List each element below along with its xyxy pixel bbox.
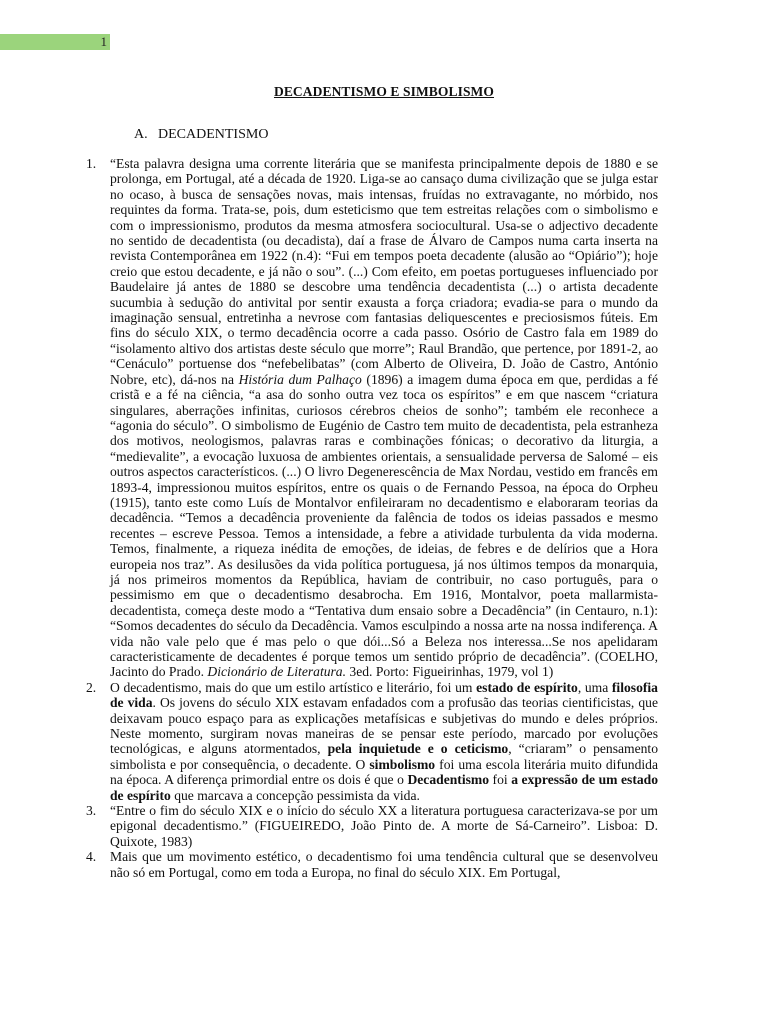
page-number-bar [0, 34, 110, 50]
emphasis-bold: simbolismo [369, 756, 436, 772]
item-text: “Esta palavra designa uma corrente literária que se manifesta principalmente depois de 1880 e se prolonga, em Portugal, até a década de 1920. Liga-se ao cansaço duma civilização que se julga estar no ocaso, à busca de sensações novas, mais intensas, fruídas no extravagante, no mórbido, nos requintes da forma. Trata-se, pois, dum esteticismo que tem estreitas relações com o simbolismo e com o impressionismo, produtos da mesma atmosfera sociocultural. Usa-se o adjectivo decadente no sentido de decadentista (ou decadista), daí a frase de Álvaro de Campos numa carta inserta na revista Contemporânea em 1922 (n.4): “Fui em tempos poeta decadente (alusão ao “Opiário”); hoje creio que estou decadente, e já não o sou”. (...) Com efeito, em poetas portugueses influenciado por Baudelaire já antes de 1880 se descobre uma tendência decadentista (...) o artista decadente sucumbia à sedução do antivital por sentir exausta a força criadora; evadia-se para o mundo da imaginação sensual, entretinha a nevrose com fantasias deliquescentes e preciosismos fúteis. Em fins do século XIX, o termo decadência ocorre a cada passo. Osório de Castro fala em 1989 do “isolamento altivo dos artistas deste século que morre”; Raul Brandão, que pertence, por 1891-2, ao “Cenáculo” portuense dos “nefebelibatas” (com Alberto de Oliveira, D. João de Castro, António Nobre, etc), dá-nos na [110, 156, 658, 387]
item-text: , “criaram” o pensamento simbolista e por consequência, o decadente. O [110, 741, 658, 772]
numbered-list [86, 156, 658, 880]
item-text: que marcava a concepção pessimista da vida. [170, 787, 420, 803]
emphasis-bold: a expressão de um estado de espírito [110, 772, 658, 803]
emphasis-bold: pela inquietude e o ceticismo [327, 741, 509, 757]
emphasis-bold: Decadentismo [407, 772, 490, 788]
item-text: foi uma escola literária muito difundida na época. A diferença primordial entre os dois é que o [110, 756, 658, 788]
list-item [86, 680, 658, 803]
item-number: 3. [86, 803, 97, 819]
section-heading [134, 127, 268, 143]
item-number: 1. [86, 156, 97, 171]
item-text: 3ed. Porto: Figueirinhas, 1979, vol 1) [346, 664, 554, 680]
item-text: foi [489, 772, 512, 788]
item-text: “Entre o fim do século XIX e o início do século XX a literatura portuguesa caracterizava-se por um epigonal decadentismo.” (FIGUEIREDO, João Pinto de. A morte de Sá-Carneiro”. Lisboa: D. Quixote, 1983) [110, 803, 658, 849]
item-text: . Os jovens do século XIX estavam enfadados com a profusão das teorias cientificistas, que deixavam pouco espaço para as explicações metafísicas e subjetivas do mundo e deles próprios. Neste momento, surgiram novas maneiras de se pensar este período, marcado por evoluções tecnológicas, e alguns atormentados, [110, 695, 658, 757]
emphasis-bold: estado de espírito [476, 679, 578, 695]
item-text: , uma [577, 679, 612, 695]
document-title: DECADENTISMO E SIMBOLISMO [273, 84, 495, 99]
item-number: 2. [86, 679, 97, 695]
book-title-italic: Dicionário de Literatura. [207, 664, 347, 680]
list-item [86, 849, 658, 880]
page-number: 1 [100, 34, 107, 49]
book-title-italic: História dum Palhaço [238, 371, 362, 387]
section-letter: A. [134, 127, 148, 142]
item-text: O decadentismo, mais do que um estilo artístico e literário, foi um [110, 679, 477, 695]
section-title: DECADENTISMO [158, 127, 269, 142]
list-item [86, 803, 658, 849]
item-number: 4. [86, 849, 97, 865]
item-text: Mais que um movimento estético, o decadentismo foi uma tendência cultural que se desenvolveu não só em Portugal, como em toda a Europa, no final do século XIX. Em Portugal, [110, 849, 658, 880]
emphasis-bold: filosofia de vida [110, 679, 658, 711]
item-text: (1896) a imagem duma época em que, perdidas a fé cristã e a fé na ciência, “a asa do sonho outra vez toca os espíritos” e em que nascem “criatura singulares, aberrações infinitas, curiosos cérebros cheios de sonho”; também ele reconhece a “agonia do século”. O simbolismo de Eugénio de Castro tem muito de decadentista, pela estranheza dos motivos, neologismos, palavras raras e combinações fónicas; o decorativo da liturgia, a “medievalite”, a evocação luxuosa de ambientes orientais, a sensualidade perversa de Salomé – eis outros aspectos característicos. (...) O livro Degenerescência de Max Nordau, vestido em francês em 1893-4, impressionou muitos espíritos, entre os quais o de Fernando Pessoa, na época do Orpheu (1915), tanto este como Luís de Montalvor enfileiraram no decadentismo e elaboraram teorias da decadência. “Temos a decadência proveniente da falência de todos os ideias passados e mesmo recentes – escreve Pessoa. Temos a intensidade, a febre a atividade turbulenta da vida moderna. Temos, finalmente, a riqueza inédita de emoções, de ideias, de febres e de delírios que a Hora europeia nos traz”. As desilusões da vida política portuguesa, já nos últimos tempos da monarquia, já nos primeiros momentos da República, haviam de contribuir, no caso português, para o pessimismo em que o decadentismo desabrocha. Em 1916, Montalvor, poeta mallarmista-decadentista, começa deste modo a “Tentativa dum ensaio sobre a Decadência” (in Centauro, n.1): “Somos decadentes do século da Decadência. Vamos esculpindo a nossa arte na nossa indiferença. A vida não vale pelo que é mas pelo o que dói...Só a Beleza nos interessa...Se nos apelidaram caracteristicamente de decadentes é porque temos um sentido próprio de decadência”. (COELHO, Jacinto do Prado. [110, 371, 658, 680]
list-item [86, 156, 658, 680]
